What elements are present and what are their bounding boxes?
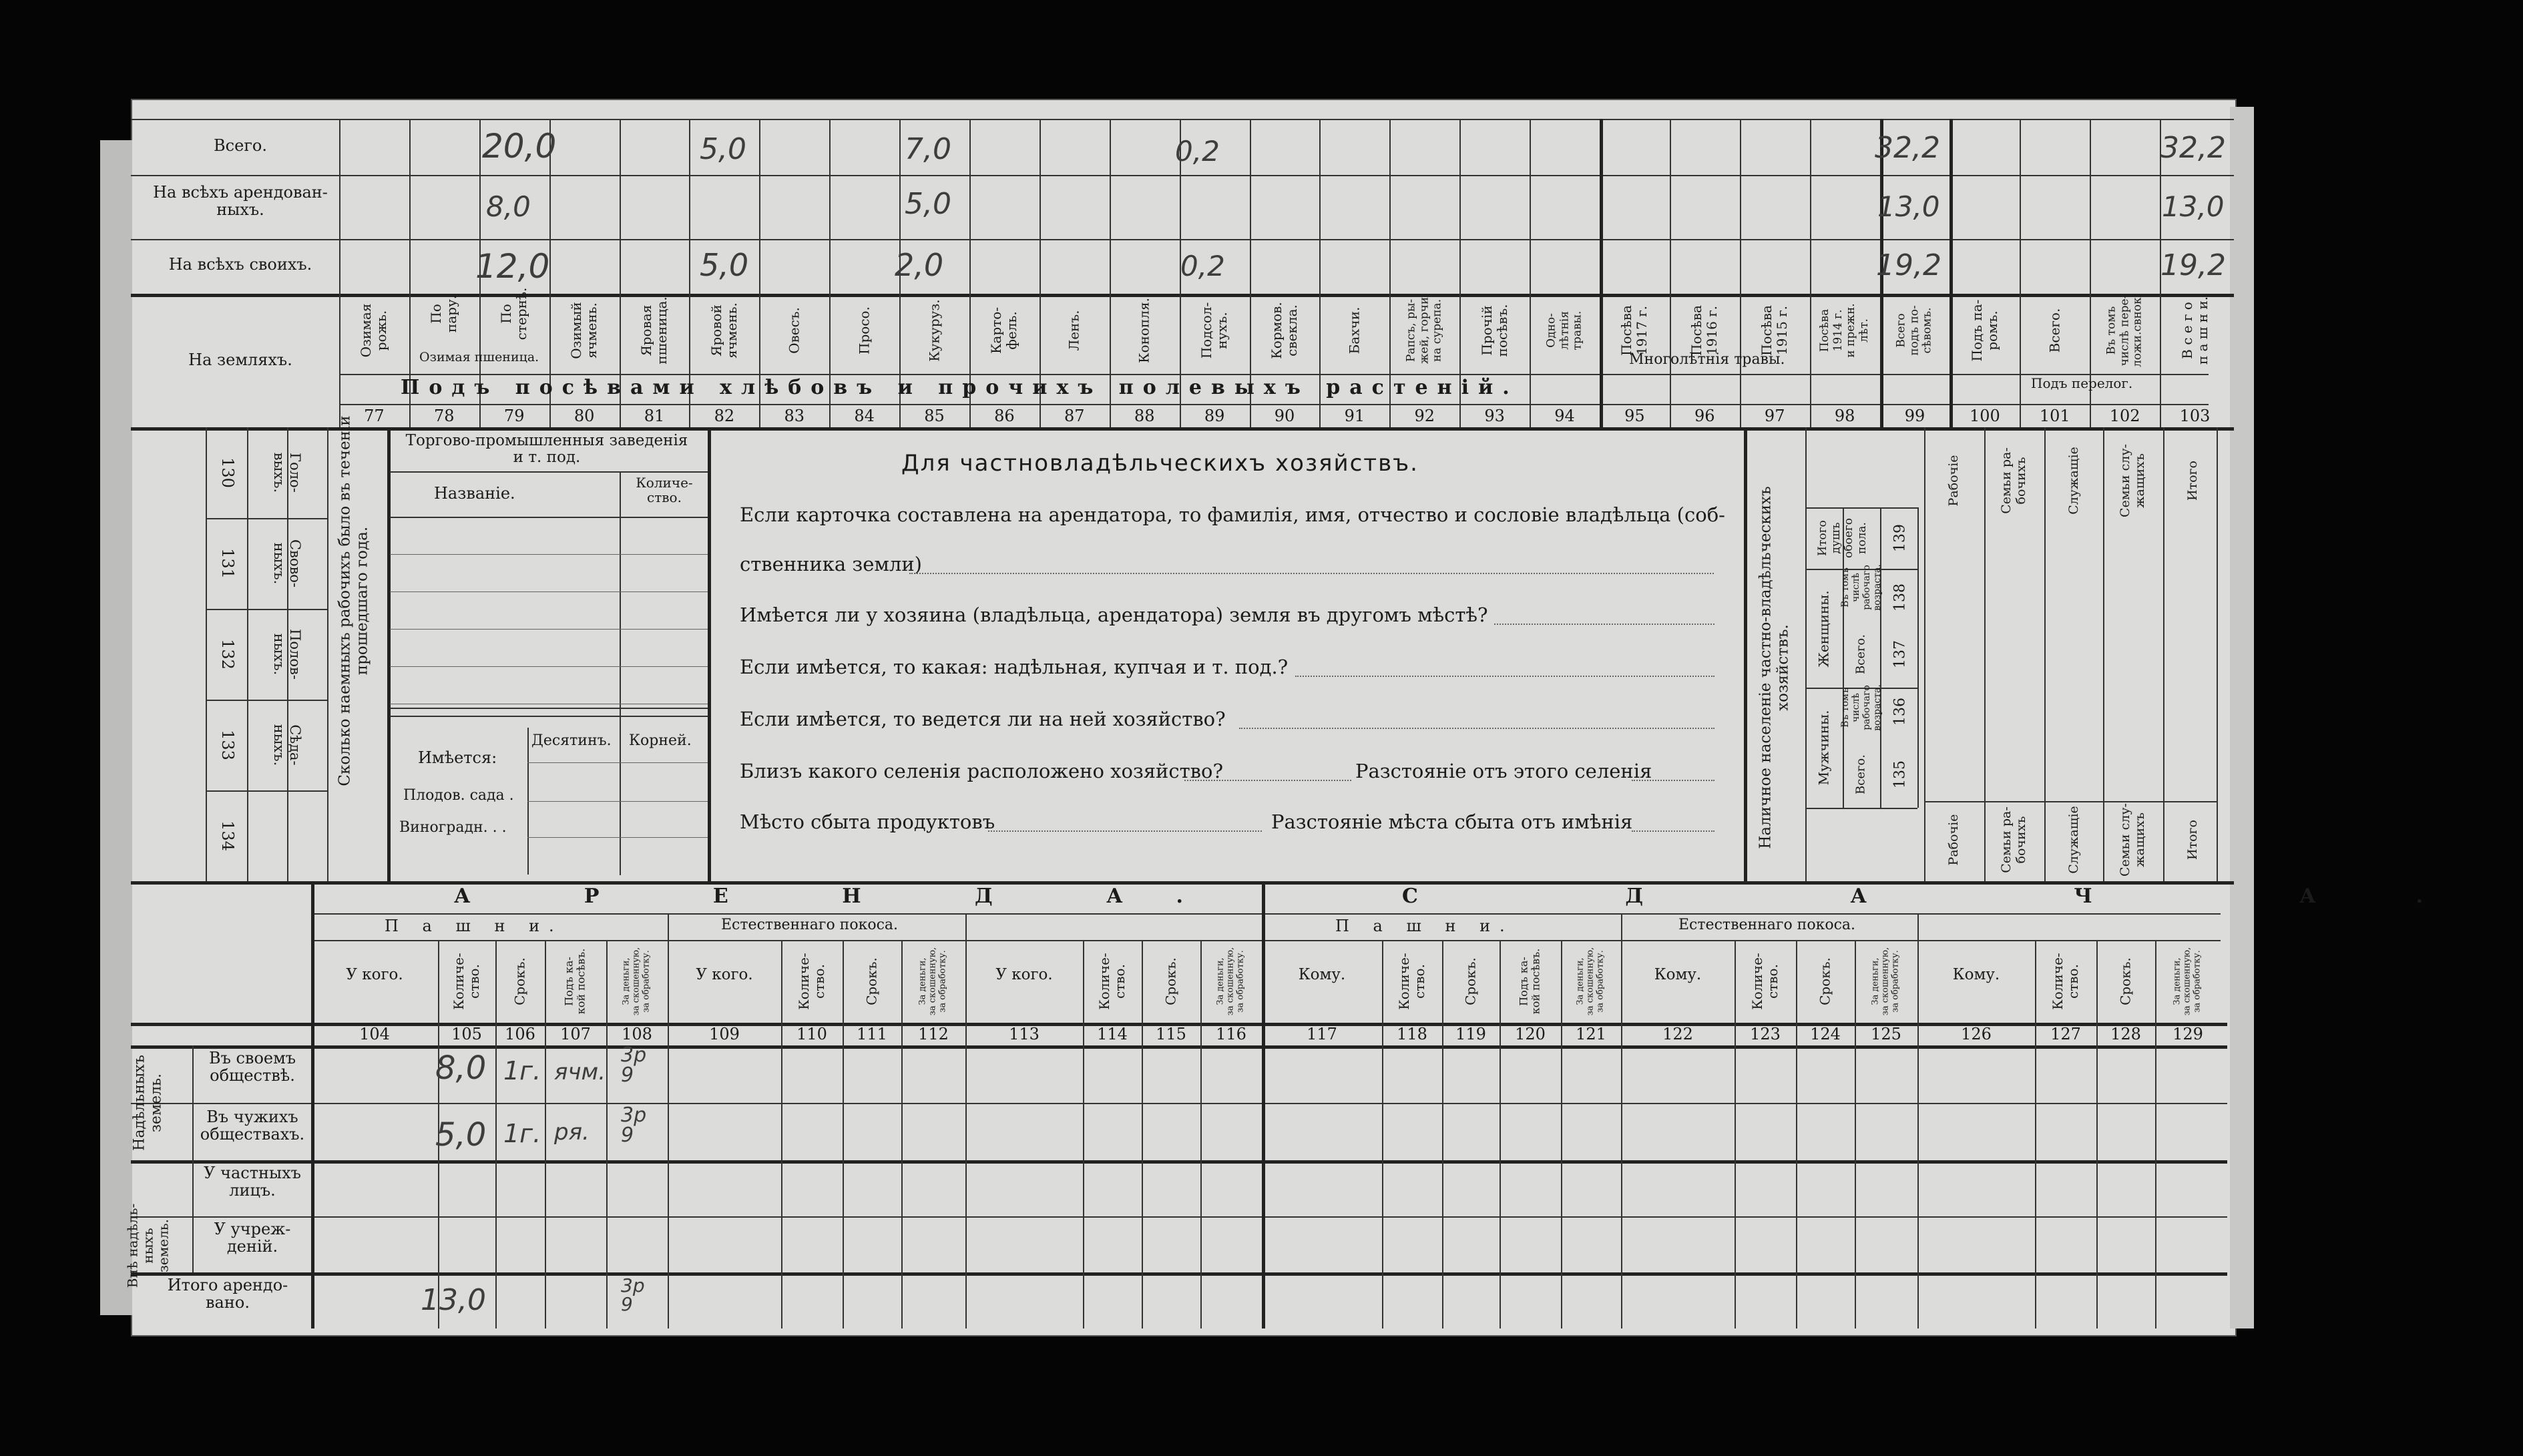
arenda-head-127: Количе- ство. bbox=[2050, 953, 2081, 1010]
crop-col-102: Въ томъ числѣ пере- ложи.свнок. bbox=[2104, 293, 2144, 368]
pop-itogo-dush: Итого душъ обоего пола. bbox=[1815, 518, 1869, 558]
crop-num-77: 77 bbox=[364, 407, 385, 425]
banner-posevy: Подъ посѣвами хлѣбовъ и прочихъ полевыхъ растеній. bbox=[401, 376, 1519, 399]
crop-col-100: Подъ па- ромъ. bbox=[1968, 299, 2000, 362]
arenda-num-118: 118 bbox=[1397, 1025, 1427, 1043]
answer-line-4[interactable] bbox=[1239, 728, 1714, 729]
crop-num-91: 91 bbox=[1344, 407, 1365, 425]
group-pod-perelog: Подъ перелог. bbox=[2031, 375, 2133, 391]
crop-num-97: 97 bbox=[1764, 407, 1785, 425]
trade-imeetsya: Имѣется: bbox=[418, 748, 497, 767]
right-col-top-1: Семьи ра- бочихъ bbox=[1999, 447, 2028, 514]
arenda-num-126: 126 bbox=[1961, 1025, 1992, 1043]
arenda-num-120: 120 bbox=[1515, 1025, 1546, 1043]
crop-col-85: Кукуруз. bbox=[926, 299, 943, 362]
right-col-bottom-4: Итого bbox=[2185, 820, 2201, 860]
hw-arend-78: 8,0 bbox=[486, 190, 531, 223]
col-divider bbox=[1949, 119, 1953, 427]
hw-vsego-99: 32,2 bbox=[1875, 131, 1940, 165]
arenda-head-108: За деньги, за скошенную, за обработку. bbox=[621, 947, 652, 1016]
arenda-num-106: 106 bbox=[505, 1025, 535, 1043]
arenda-col-divider bbox=[2155, 940, 2156, 1328]
crop-num-79: 79 bbox=[503, 407, 525, 425]
crop-col-101: Всего. bbox=[2046, 308, 2063, 353]
population-vertical: Наличное населеніе частно-владѣльческихъ хозяйствъ. bbox=[1757, 486, 1792, 849]
crop-num-86: 86 bbox=[994, 407, 1015, 425]
col-divider bbox=[1740, 119, 1741, 427]
hw-svoih-78: 12,0 bbox=[475, 247, 550, 286]
crop-num-94: 94 bbox=[1554, 407, 1575, 425]
livestock-num-131: 131 bbox=[218, 548, 237, 579]
crop-col-97: Посѣва 1915 г. bbox=[1759, 305, 1791, 356]
private-q6b: Разстояніе мѣста сбыта отъ имѣнія bbox=[1271, 810, 1633, 833]
arenda-num-104: 104 bbox=[359, 1025, 390, 1043]
trade-title: Торгово-промышленныя заведенія и т. под. bbox=[405, 432, 688, 467]
trade-korney: Корней. bbox=[629, 732, 692, 749]
row-label-arend: На всѣхъ арендован- ныхъ. bbox=[153, 183, 328, 220]
arenda-col-divider bbox=[1083, 940, 1084, 1328]
answer-line-5b[interactable] bbox=[1632, 780, 1714, 781]
arenda-col-divider bbox=[1796, 940, 1797, 1328]
hw-r2-dengi: 3р 9 bbox=[621, 1104, 647, 1147]
paper-edge-right bbox=[2230, 107, 2254, 1328]
arenda-head-110: Количе- ство. bbox=[796, 953, 827, 1010]
crop-num-95: 95 bbox=[1624, 407, 1645, 425]
livestock-label-133: Сѣда- ныхъ. bbox=[271, 724, 304, 766]
arenda-num-116: 116 bbox=[1216, 1025, 1246, 1043]
crop-num-93: 93 bbox=[1484, 407, 1505, 425]
arenda-head-111: Срокъ. bbox=[863, 957, 880, 1005]
crop-num-99: 99 bbox=[1904, 407, 1925, 425]
livestock-divider bbox=[206, 518, 327, 519]
livestock-num-132: 132 bbox=[218, 639, 237, 670]
arenda-head-121: За деньги, за скошенную, за обработку. bbox=[1575, 947, 1606, 1016]
crop-col-89: Подсол- нухъ. bbox=[1198, 302, 1230, 359]
hw-vsego-103: 32,2 bbox=[2160, 131, 2226, 165]
trade-vinogradn: Виноградн. . . bbox=[399, 819, 507, 836]
hw-vsego-85: 7,0 bbox=[905, 132, 951, 166]
arenda-head-106: Срокъ. bbox=[511, 957, 528, 1005]
arenda-col-divider bbox=[901, 940, 903, 1328]
arenda-col-divider bbox=[1735, 940, 1736, 1328]
hw-vsego-89: 0,2 bbox=[1175, 135, 1220, 168]
hw-r2-posev: ря. bbox=[554, 1119, 590, 1146]
crop-num-98: 98 bbox=[1834, 407, 1855, 425]
crop-col-77: Озимая рожь. bbox=[358, 303, 390, 358]
arenda-head-126: Кому. bbox=[1952, 966, 2000, 983]
hw-r1-dengi: 3р 9 bbox=[621, 1043, 647, 1087]
crop-num-83: 83 bbox=[784, 407, 805, 425]
crop-num-89: 89 bbox=[1204, 407, 1225, 425]
crop-col-98: Посѣва 1914 г. и прежн. лѣт. bbox=[1818, 303, 1871, 358]
livestock-divider bbox=[206, 790, 327, 792]
hw-r1-srok: 1г. bbox=[503, 1056, 541, 1085]
pop-vsego-w: Всего. bbox=[1853, 634, 1868, 674]
arenda-col-divider bbox=[2035, 940, 2036, 1328]
private-q2: Имѣется ли у хозяина (владѣльца, арендатора) земля въ другомъ мѣстѣ? bbox=[740, 603, 1488, 626]
arenda-col-divider bbox=[545, 940, 546, 1328]
row-label-svoih: На всѣхъ своихъ. bbox=[168, 255, 312, 274]
private-q6: Мѣсто сбыта продуктовъ bbox=[740, 810, 995, 833]
arenda-head-124: Срокъ. bbox=[1817, 957, 1833, 1005]
right-col-bottom-2: Служащіе bbox=[2066, 806, 2082, 874]
pop-num-139: 139 bbox=[1891, 524, 1909, 552]
pop-num-137: 137 bbox=[1891, 640, 1909, 668]
hw-r2-srok: 1г. bbox=[503, 1119, 541, 1148]
row-v-chuzhih: Въ чужихъ обществахъ. bbox=[200, 1108, 305, 1144]
private-q1: Если карточка составлена на арендатора, то фамилія, имя, отчество и сословіе владѣльца (соб- bbox=[740, 503, 1725, 526]
col-divider bbox=[1600, 119, 1603, 427]
hw-itogo-dengi: 3р 9 bbox=[621, 1274, 645, 1315]
crop-col-83: Овесъ. bbox=[786, 307, 802, 354]
arenda-col-divider bbox=[495, 940, 497, 1328]
arenda-title: А Р Е Н Д А. bbox=[454, 885, 1236, 908]
group-mnogoletnie: Многолѣтнія травы. bbox=[1629, 351, 1785, 368]
arenda-num-129: 129 bbox=[2172, 1025, 2203, 1043]
row-v-svoem: Въ своемъ обществѣ. bbox=[208, 1049, 296, 1085]
crop-col-91: Бахчи. bbox=[1346, 306, 1363, 354]
answer-line-1[interactable] bbox=[909, 573, 1714, 574]
arenda-head-113: У кого. bbox=[995, 966, 1053, 983]
arenda-num-121: 121 bbox=[1576, 1025, 1606, 1043]
row-vnenadelnyh: Внѣ надѣль- ныхъ земель. bbox=[124, 1203, 172, 1288]
answer-line-5[interactable] bbox=[1184, 780, 1351, 781]
arenda-num-115: 115 bbox=[1156, 1025, 1186, 1043]
arenda-num-110: 110 bbox=[796, 1025, 827, 1043]
trade-qty-col: Количе- ство. bbox=[636, 475, 693, 505]
pop-num-135: 135 bbox=[1891, 760, 1909, 788]
row-u-uchrezh: У учреж- деній. bbox=[214, 1220, 291, 1256]
row-label-vsego: Всего. bbox=[214, 136, 267, 155]
arenda-num-109: 109 bbox=[709, 1025, 740, 1043]
livestock-num-130: 130 bbox=[218, 457, 237, 488]
right-col-top-3: Семьи слу- жащихъ bbox=[2118, 444, 2147, 517]
crop-col-96: Посѣва 1916 г. bbox=[1688, 305, 1721, 356]
arenda-num-105: 105 bbox=[451, 1025, 482, 1043]
hw-itogo-qty: 13,0 bbox=[421, 1283, 486, 1317]
arenda-col-divider bbox=[1200, 940, 1202, 1328]
crop-col-87: Ленъ. bbox=[1066, 310, 1082, 351]
pop-zhenshchiny: Женщины. bbox=[1815, 590, 1832, 668]
pop-num-138: 138 bbox=[1891, 583, 1909, 612]
arenda-num-108: 108 bbox=[622, 1025, 652, 1043]
hw-arend-103: 13,0 bbox=[2162, 190, 2225, 223]
arenda-head-119: Срокъ. bbox=[1462, 957, 1479, 1005]
arenda-col-divider bbox=[1382, 940, 1383, 1328]
hw-svoih-89: 0,2 bbox=[1180, 250, 1225, 282]
crop-col-95: Посѣва 1917 г. bbox=[1618, 305, 1650, 356]
sdacha-pashni: П а ш н и. bbox=[1335, 917, 1514, 935]
arenda-head-116: За деньги, за скошенную, за обработку. bbox=[1215, 947, 1246, 1016]
col-divider bbox=[1530, 119, 1531, 427]
pop-num-136: 136 bbox=[1891, 698, 1909, 726]
arenda-num-112: 112 bbox=[918, 1025, 949, 1043]
hired-workers-vertical: Сколько наемныхъ рабочихъ было въ теченіи прошедшаго года. bbox=[336, 415, 371, 786]
arenda-col-divider bbox=[1142, 940, 1143, 1328]
crop-num-96: 96 bbox=[1694, 407, 1715, 425]
livestock-label-130: Голо- выхъ. bbox=[271, 452, 304, 493]
arenda-head-117: Кому. bbox=[1298, 966, 1346, 983]
row-u-chastnyh: У частныхъ лицъ. bbox=[204, 1164, 301, 1200]
arenda-num-114: 114 bbox=[1097, 1025, 1128, 1043]
hw-svoih-103: 19,2 bbox=[2160, 248, 2226, 282]
crop-col-86: Карто- фель. bbox=[988, 306, 1020, 354]
right-col-top-4: Итого bbox=[2185, 461, 2201, 501]
livestock-label-132: Полов- ныхъ. bbox=[271, 629, 304, 680]
arenda-col-divider bbox=[1500, 940, 1501, 1328]
row-label-na-zemlyah: На земляхъ. bbox=[188, 350, 292, 369]
crop-num-101: 101 bbox=[2039, 407, 2070, 425]
hw-vsego-82: 5,0 bbox=[700, 132, 746, 166]
arenda-head-118: Количе- ство. bbox=[1396, 953, 1427, 1010]
crop-col-84: Просо. bbox=[856, 306, 873, 354]
arenda-head-105: Количе- ство. bbox=[451, 953, 482, 1010]
crop-num-81: 81 bbox=[644, 407, 665, 425]
row-nadelnyh: Надѣльныхъ земель. bbox=[131, 1055, 165, 1151]
hw-r1-qty: 8,0 bbox=[435, 1049, 487, 1087]
hw-svoih-85: 2,0 bbox=[895, 247, 944, 283]
sdacha-pokos: Естественнаго покоса. bbox=[1678, 917, 1856, 933]
crop-col-93: Прочій посѣвъ. bbox=[1478, 304, 1510, 357]
group-ozimaya-pshenica: Озимая пшеница. bbox=[419, 350, 539, 365]
crop-col-82: Яровой ячмень. bbox=[708, 302, 740, 358]
arenda-head-104: У кого. bbox=[346, 966, 403, 983]
arenda-head-120: Подъ ка- кой посѣвъ. bbox=[1517, 948, 1542, 1015]
crop-num-88: 88 bbox=[1134, 407, 1155, 425]
arenda-head-125: За деньги, за скошенную, за обработку. bbox=[1870, 947, 1901, 1016]
hw-svoih-99: 19,2 bbox=[1876, 248, 1941, 282]
arenda-num-122: 122 bbox=[1662, 1025, 1693, 1043]
private-q5b: Разстояніе отъ этого селенія bbox=[1355, 760, 1652, 782]
livestock-divider bbox=[206, 700, 327, 701]
trade-plodov-sada: Плодов. сада . bbox=[403, 787, 514, 804]
crop-col-78: По пару. bbox=[428, 294, 460, 333]
arenda-num-127: 127 bbox=[2050, 1025, 2081, 1043]
col-divider bbox=[1670, 119, 1671, 427]
arenda-head-115: Срокъ. bbox=[1162, 957, 1179, 1005]
crop-num-102: 102 bbox=[2109, 407, 2140, 425]
arenda-col-divider bbox=[1442, 940, 1443, 1328]
arenda-col-divider bbox=[781, 940, 782, 1328]
right-col-bottom-3: Семьи слу- жащихъ bbox=[2118, 803, 2147, 877]
hw-svoih-82: 5,0 bbox=[700, 247, 749, 283]
hw-vsego-77: 20,0 bbox=[482, 127, 557, 166]
crop-col-90: Кормов. свекла. bbox=[1269, 302, 1300, 359]
pop-muzhchiny: Мужчины. bbox=[1815, 710, 1832, 786]
paper-edge-left bbox=[100, 140, 132, 1315]
hw-arend-99: 13,0 bbox=[1877, 190, 1940, 223]
crop-num-82: 82 bbox=[714, 407, 735, 425]
crop-num-87: 87 bbox=[1064, 407, 1085, 425]
arenda-head-128: Срокъ. bbox=[2117, 957, 2134, 1005]
hw-arend-85: 5,0 bbox=[905, 187, 951, 221]
crop-num-92: 92 bbox=[1414, 407, 1435, 425]
crop-num-103: 103 bbox=[2179, 407, 2211, 425]
arenda-num-117: 117 bbox=[1307, 1025, 1337, 1043]
private-q5: Близъ какого селенія расположено хозяйство? bbox=[740, 760, 1224, 782]
arenda-pashni: П а ш н и. bbox=[385, 917, 563, 935]
crop-col-92: Рапсъ, ры- жей, горчи на сурепа. bbox=[1404, 296, 1444, 365]
livestock-num-133: 133 bbox=[218, 730, 237, 760]
crop-num-84: 84 bbox=[854, 407, 875, 425]
pop-vsego-m: Всего. bbox=[1853, 754, 1868, 794]
right-col-top-2: Служащіе bbox=[2066, 447, 2082, 515]
arenda-col-divider bbox=[606, 940, 608, 1328]
private-q1b: ственника земли) bbox=[740, 553, 922, 575]
arenda-pokos: Естественнаго покоса. bbox=[721, 917, 899, 933]
right-col-bottom-0: Рабочіе bbox=[1946, 814, 1962, 866]
crop-num-85: 85 bbox=[924, 407, 945, 425]
crop-num-100: 100 bbox=[1969, 407, 2000, 425]
arenda-head-114: Количе- ство. bbox=[1096, 953, 1128, 1010]
livestock-divider bbox=[206, 609, 327, 610]
col-divider bbox=[2020, 119, 2021, 427]
crop-col-94: Одно- лѣтнія травы. bbox=[1544, 310, 1584, 350]
pop-v-tom-chisle-m: Въ томъ числѣ рабочаго возраста. bbox=[1839, 684, 1883, 731]
trade-desyatin: Десятинъ. bbox=[531, 732, 612, 749]
arenda-num-125: 125 bbox=[1871, 1025, 1901, 1043]
arenda-num-124: 124 bbox=[1810, 1025, 1841, 1043]
crop-num-78: 78 bbox=[434, 407, 455, 425]
arenda-num-123: 123 bbox=[1750, 1025, 1781, 1043]
right-col-top-0: Рабочіе bbox=[1946, 455, 1962, 507]
hw-r2-qty: 5,0 bbox=[435, 1116, 487, 1154]
crop-col-81: Яровая пшеница. bbox=[638, 296, 670, 365]
arenda-head-122: Кому. bbox=[1654, 966, 1702, 983]
trade-name-col: Названіе. bbox=[434, 484, 515, 503]
pop-v-tom-chisle-w: Въ томъ числѣ рабочаго возраста. bbox=[1839, 564, 1883, 611]
arenda-head-109: У кого. bbox=[696, 966, 753, 983]
arenda-head-107: Подъ ка- кой посѣвъ. bbox=[562, 948, 588, 1015]
arenda-head-123: Количе- ство. bbox=[1749, 953, 1781, 1010]
arenda-col-divider bbox=[843, 940, 844, 1328]
crop-col-88: Конопля. bbox=[1136, 298, 1152, 363]
answer-line-3[interactable] bbox=[1295, 676, 1714, 677]
livestock-num-134: 134 bbox=[218, 820, 237, 851]
answer-line-2[interactable] bbox=[1494, 624, 1714, 625]
arenda-col-divider bbox=[2096, 940, 2098, 1328]
private-q4: Если имѣется, то ведется ли на ней хозяйство? bbox=[740, 708, 1226, 730]
private-q3: Если имѣется, то какая: надѣльная, купчая и т. под.? bbox=[740, 656, 1289, 678]
crop-col-79: По стернѣ. bbox=[498, 287, 530, 340]
crop-col-80: Озимый ячмень. bbox=[568, 302, 600, 359]
livestock-label-131: Свово- ныхъ. bbox=[271, 539, 304, 588]
col-divider bbox=[1810, 119, 1811, 427]
right-col-bottom-1: Семьи ра- бочихъ bbox=[1999, 806, 2028, 873]
arenda-num-119: 119 bbox=[1455, 1025, 1486, 1043]
crop-num-80: 80 bbox=[574, 407, 595, 425]
crop-num-90: 90 bbox=[1274, 407, 1295, 425]
answer-line-6b[interactable] bbox=[1632, 830, 1714, 832]
arenda-num-111: 111 bbox=[857, 1025, 887, 1043]
crop-col-103: В с е г о п а ш н и. bbox=[2178, 296, 2211, 365]
arenda-head-112: За деньги, за скошенную, за обработку. bbox=[917, 947, 948, 1016]
row-itogo: Итого арендо- вано. bbox=[167, 1276, 288, 1312]
sdacha-title: С Д А Ч А. bbox=[1402, 885, 2523, 908]
arenda-num-128: 128 bbox=[2110, 1025, 2141, 1043]
hw-r1-posev: ячм. bbox=[554, 1059, 606, 1085]
arenda-col-divider bbox=[1855, 940, 1856, 1328]
arenda-num-113: 113 bbox=[1009, 1025, 1040, 1043]
crop-col-99: Всего подъ по- сѣвомъ. bbox=[1894, 305, 1934, 356]
arenda-head-129: За деньги, за скошенную, за обработку. bbox=[2172, 947, 2203, 1016]
arenda-num-107: 107 bbox=[560, 1025, 591, 1043]
arenda-col-divider bbox=[1561, 940, 1562, 1328]
answer-line-6[interactable] bbox=[988, 830, 1262, 832]
private-title: Для частновладѣльческихъ хозяйствъ. bbox=[901, 450, 1419, 477]
